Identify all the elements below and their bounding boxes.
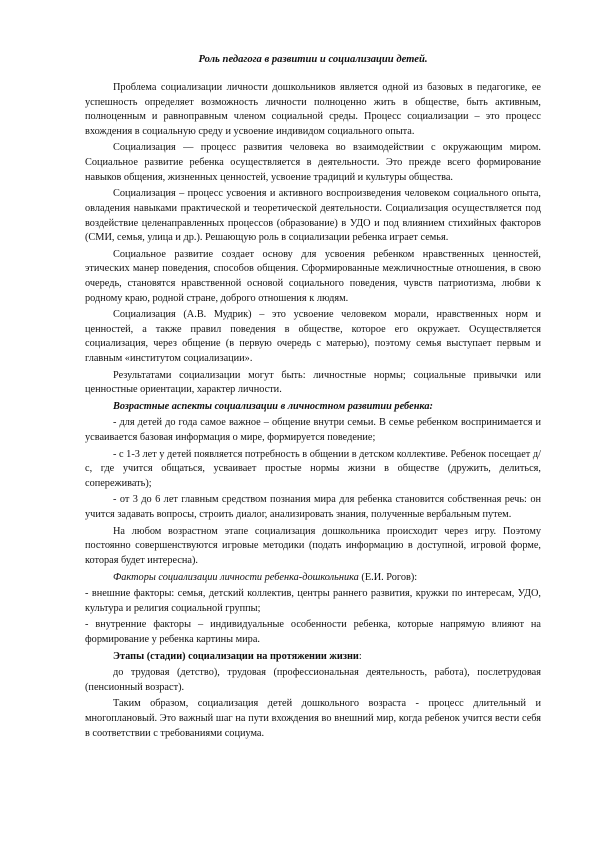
heading-factors-text: Факторы социализации личности ребенка-дошкольника: [113, 571, 359, 583]
paragraph-play: На любом возрастном этапе социализация дошкольника происходит через игру. Поэтому постоянно совершенствуются игровые методики (подать информацию в доступной, игровой форме, которая будет интересна).: [85, 525, 541, 566]
paragraph-social-development: Социальное развитие создает основу для усвоения ребенком нравственных ценностей, этических манер поведения, способов общения. Сформированные межличностные отношения, в свою очередь, становятся нравственной основой социального поведения, чувств патриотизма, любви к родному краю, родной стране, доброго отношения к людям.: [85, 248, 541, 304]
paragraph-definition-1: Социализация — процесс развития человека во взаимодействии с окружающим миром. Социальное развитие ребенка осуществляется в деятельности. Это прежде всего формирование навыков общения, жизненных ценностей, усвоение традиций и культуры общества.: [85, 142, 541, 183]
list-item-factor-external: - внешние факторы: семья, детский коллектив, центры раннего развития, кружки по интересам, УДО, культура и религия социальной группы;: [85, 588, 541, 614]
paragraph-intro: Проблема социализации личности дошкольников является одной из базовых в педагогике, ее успешность определяет возможность личности полноценно жить в обществе, быть активным, полноценным и равноправным членом социальной среды. Процесс социализации – это процесс вхождения в социальную среду и усвоение индивидом социального опыта.: [85, 82, 541, 137]
paragraph-results: Результатами социализации могут быть: личностные нормы; социальные привычки или ценностные ориентации, характер личности.: [85, 369, 541, 396]
list-item-age-3: - от 3 до 6 лет главным средством познания мира для ребенка становится собственная речь: он учится задавать вопросы, строить диалог, анализировать знания, полученные вербальным путем.: [85, 494, 541, 521]
list-item-age-1: - для детей до года самое важное – общение внутри семьи. В семье ребенком воспринимается и усваивается базовая информация о мире, формируется поведение;: [85, 417, 541, 444]
paragraph-mudrik: Социализация (А.В. Мудрик) – это усвоение человеком морали, нравственных норм и ценностей, а также правил поведения в обществе, которое его окружает. Осуществляется социализация, через общение (в первую очередь с матерью), поэтому семья выступает первым и главным «институтом социализации».: [85, 309, 541, 364]
paragraph-definition-2: Социализация – процесс усвоения и активного воспроизведения человеком социального опыта, овладения навыками практической и теоретической деятельности. Социализация осуществляется под воздействие целенаправленных процессов (образование) в УДО и под влиянием стихийных факторов (СМИ, семья, улица и др.). Решающую роль в социализации ребенка играет семья.: [85, 188, 541, 244]
paragraph-conclusion: Таким образом, социализация детей дошкольного возраста - процесс длительный и многоплановый. Это важный шаг на пути вхождения во внешний мир, когда ребенок учится вести себя в соответствии с требованиями социума.: [85, 698, 541, 739]
heading-stages-text: Этапы (стадии) социализации на протяжении жизни: [113, 650, 359, 662]
list-item-factor-internal: - внутренние факторы – индивидуальные особенности ребенка, которые напрямую влияют на формирование у ребенка картины мира.: [85, 619, 541, 645]
heading-factors-author: (Е.И. Рогов):: [358, 571, 418, 583]
list-item-age-2: - с 1-3 лет у детей появляется потребность в общении в детском коллективе. Ребенок посещает д/с, где учится общаться, усваивает простые нормы жизни в обществе (дружить, делиться, сопереживать);: [85, 448, 541, 489]
paragraph-stages: до трудовая (детство), трудовая (профессиональная деятельность, работа), послетрудовая (пенсионный возраст).: [85, 667, 541, 693]
heading-age-aspects: [85, 400, 541, 415]
heading-stages: [85, 650, 541, 665]
document-title: Роль педагога в развитии и социализации детей.: [198, 54, 428, 65]
heading-stages-colon: :: [358, 650, 362, 662]
heading-factors: [85, 571, 541, 586]
heading-age-aspects-text: Возрастные аспекты социализации в личностном развитии ребенка:: [113, 400, 433, 412]
